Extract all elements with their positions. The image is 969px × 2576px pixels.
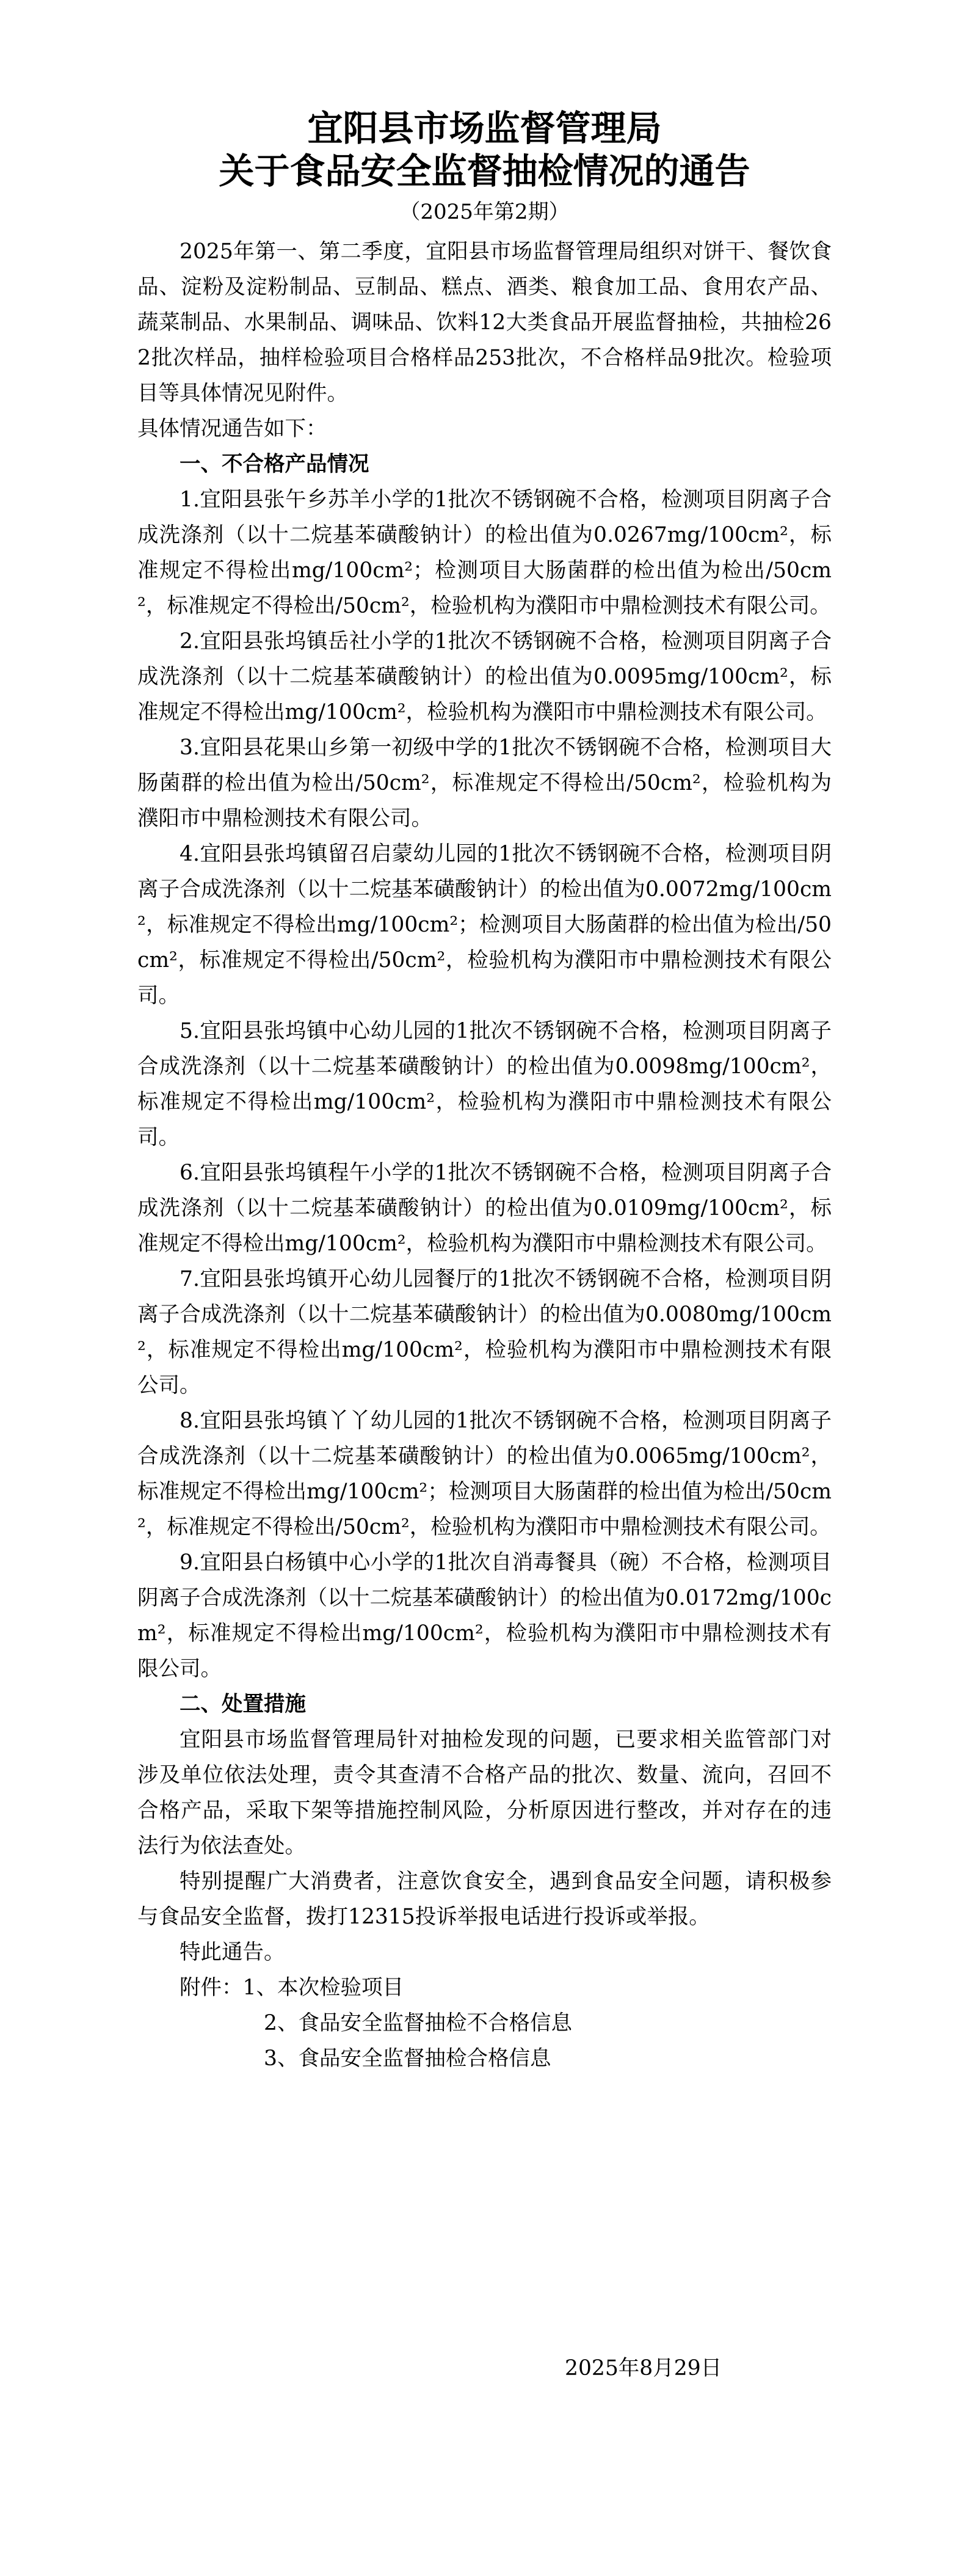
title-line-2: 关于食品安全监督抽检情况的通告 <box>219 150 750 192</box>
notice-date: 2025年8月29日 <box>565 2356 722 2381</box>
unqualified-item: 3.宜阳县花果山乡第一初级中学的1批次不锈钢碗不合格，检测项目大肠菌群的检出值为检出/50cm²，标准规定不得检出/50cm²，检验机构为濮阳市中鼎检测技术有限公司。 <box>137 735 832 831</box>
unqualified-item: 8.宜阳县张坞镇丫丫幼儿园的1批次不锈钢碗不合格，检测项目阴离子合成洗涤剂（以十二烷基苯磺酸钠计）的检出值为0.0065mg/100cm²，标准规定不得检出mg/100cm²；检测项目大肠菌群的检出值为检出/50cm²，标准规定不得检出/50cm²，检验机构为濮阳市中鼎检测技术有限公司。 <box>137 1409 832 1539</box>
section-heading-measures: 二、处置措施 <box>180 1692 306 1717</box>
unqualified-item: 2.宜阳县张坞镇岳社小学的1批次不锈钢碗不合格，检测项目阴离子合成洗涤剂（以十二烷基苯磺酸钠计）的检出值为0.0095mg/100cm²，标准规定不得检出mg/100cm²，检验机构为濮阳市中鼎检测技术有限公司。 <box>137 629 832 724</box>
attachments-label: 附件： <box>180 1976 243 2000</box>
closing-statement: 特此通告。 <box>180 1940 285 1965</box>
title-line-1: 宜阳县市场监督管理局 <box>307 108 662 149</box>
unqualified-item: 7.宜阳县张坞镇开心幼儿园餐厅的1批次不锈钢碗不合格，检测项目阴离子合成洗涤剂（以十二烷基苯磺酸钠计）的检出值为0.0080mg/100cm²，标准规定不得检出mg/100cm²，检验机构为濮阳市中鼎检测技术有限公司。 <box>137 1267 832 1398</box>
intro-lead: 具体情况通告如下： <box>137 417 327 441</box>
attachment-item: 1、本次检验项目 <box>242 1976 404 2000</box>
notice-body <box>137 234 832 2076</box>
unqualified-item: 1.宜阳县张午乡苏羊小学的1批次不锈钢碗不合格，检测项目阴离子合成洗涤剂（以十二烷基苯磺酸钠计）的检出值为0.0267mg/100cm²，标准规定不得检出mg/100cm²；检测项目大肠菌群的检出值为检出/50cm²，标准规定不得检出/50cm²，检验机构为濮阳市中鼎检测技术有限公司。 <box>137 487 832 618</box>
measures-paragraph: 宜阳县市场监督管理局针对抽检发现的问题，已要求相关监管部门对涉及单位依法处理，责令其查清不合格产品的批次、数量、流向，召回不合格产品，采取下架等措施控制风险，分析原因进行整改，并对存在的违法行为依法查处。 <box>137 1728 832 1858</box>
intro-paragraph: 2025年第一、第二季度，宜阳县市场监督管理局组织对饼干、餐饮食品、淀粉及淀粉制品、豆制品、糕点、酒类、粮食加工品、食用农产品、蔬菜制品、水果制品、调味品、饮料12大类食品开展监督抽检，共抽检262批次样品，抽样检验项目合格样品253批次，不合格样品9批次。检验项目等具体情况见附件。 <box>137 239 832 406</box>
issue-number: （2025年第2期） <box>399 200 570 224</box>
consumer-reminder: 特别提醒广大消费者，注意饮食安全，遇到食品安全问题，请积极参与食品安全监督，拨打12315投诉举报电话进行投诉或举报。 <box>137 1869 832 1929</box>
unqualified-item: 5.宜阳县张坞镇中心幼儿园的1批次不锈钢碗不合格，检测项目阴离子合成洗涤剂（以十二烷基苯磺酸钠计）的检出值为0.0098mg/100cm²，标准规定不得检出mg/100cm²，检验机构为濮阳市中鼎检测技术有限公司。 <box>137 1019 832 1150</box>
unqualified-item: 6.宜阳县张坞镇程午小学的1批次不锈钢碗不合格，检测项目阴离子合成洗涤剂（以十二烷基苯磺酸钠计）的检出值为0.0109mg/100cm²，标准规定不得检出mg/100cm²，检验机构为濮阳市中鼎检测技术有限公司。 <box>137 1161 832 1256</box>
attachment-item: 2、食品安全监督抽检不合格信息 <box>264 2011 572 2035</box>
unqualified-item: 9.宜阳县白杨镇中心小学的1批次自消毒餐具（碗）不合格，检测项目阴离子合成洗涤剂（以十二烷基苯磺酸钠计）的检出值为0.0172mg/100cm²，标准规定不得检出mg/100cm²，检验机构为濮阳市中鼎检测技术有限公司。 <box>137 1550 832 1681</box>
section-heading-unqualified: 一、不合格产品情况 <box>180 452 369 476</box>
unqualified-item: 4.宜阳县张坞镇留召启蒙幼儿园的1批次不锈钢碗不合格，检测项目阴离子合成洗涤剂（以十二烷基苯磺酸钠计）的检出值为0.0072mg/100cm²，标准规定不得检出mg/100cm²；检测项目大肠菌群的检出值为检出/50cm²，标准规定不得检出/50cm²，检验机构为濮阳市中鼎检测技术有限公司。 <box>137 842 832 1008</box>
attachment-item: 3、食品安全监督抽检合格信息 <box>264 2046 551 2071</box>
attachment-line <box>137 1970 832 2005</box>
